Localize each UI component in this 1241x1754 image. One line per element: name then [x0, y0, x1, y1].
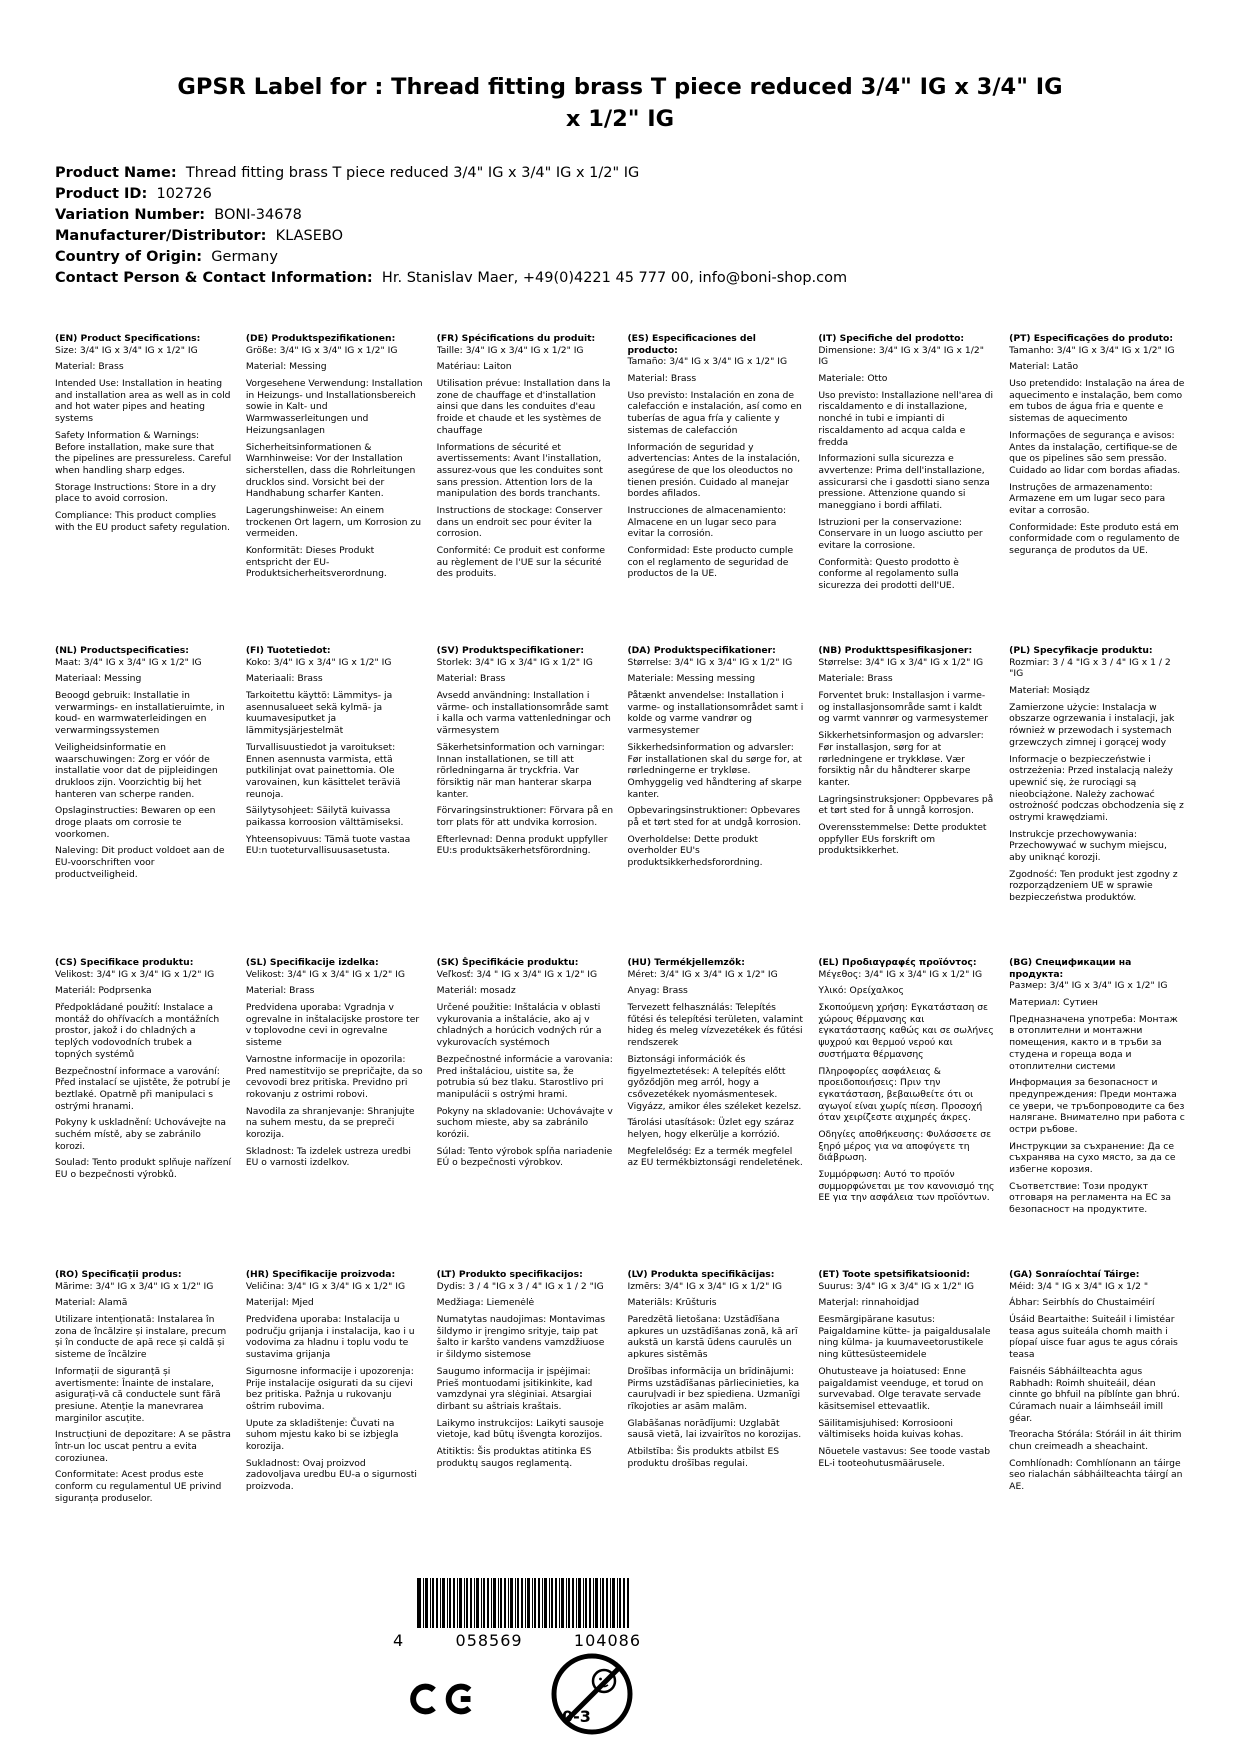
- product-info-value: 102726: [151, 186, 212, 202]
- spec-paragraph: Förvaringsinstruktioner: Förvara på en torr plats för att undvika korrosion.: [436, 805, 614, 828]
- language-block-cs: [55, 957, 232, 1269]
- language-block-heading: (LV) Produkta specifikācijas:: [627, 1269, 775, 1280]
- spec-paragraph: Overholdelse: Dette produkt overholder EU's produktsikkerhedsforordning.: [627, 833, 763, 868]
- spec-paragraph: Pokyny na skladovanie: Uchovávajte v suchom mieste, aby sa zabránilo korózii.: [436, 1105, 613, 1140]
- spec-paragraph: Conformità: Questo prodotto è conforme al regolamento sulla sicurezza dei prodotti dell'UE.: [818, 556, 959, 592]
- spec-paragraph: Sikkerhetsinformasjon og advarsler: Før installasjon, sørg for at rørledningene er trykkløse. Vær forsiktig når du håndterer skarpe kanter.: [818, 730, 984, 788]
- language-block-heading: (CS) Specifikace produktu:: [55, 957, 194, 968]
- language-block-heading: (FI) Tuotetiedot:: [245, 645, 331, 656]
- language-block-heading: (SK) Špecifikácie produktu:: [436, 957, 579, 968]
- spec-paragraph: Инструкции за съхранение: Да се съхранява на сухо място, за да се избегне корозия.: [1009, 1140, 1176, 1175]
- spec-paragraph: Opslaginstructies: Bewaren op een droge plaats om corrosie te voorkomen.: [55, 805, 216, 840]
- spec-paragraph: Instrucciones de almacenamiento: Almacene en un lugar seco para evitar la corrosión.: [627, 504, 787, 540]
- spec-paragraph: Materiał: Mosiądz: [1009, 685, 1090, 697]
- spec-paragraph: Materjal: rinnahoidjad: [818, 1297, 920, 1309]
- spec-paragraph: Bezpečnostní informace a varování: Před instalací se ujistěte, že potrubí je beztlaké. Opatrně při manipulaci s ostrými hranami.: [55, 1065, 231, 1112]
- language-block-heading: (DE) Produktspezifikationen:: [245, 333, 396, 344]
- spec-paragraph: Instruções de armazenamento: Armazene em um lugar seco para evitar a corrosão.: [1009, 481, 1166, 516]
- spec-paragraph: Eesmärgipärane kasutus: Paigaldamine kütte- ja paigaldusalale ning külma- ja kuumaveetorustikele ning küttesüsteemidele: [818, 1314, 991, 1361]
- spec-paragraph: Materiál: mosadz: [436, 985, 516, 997]
- spec-paragraph: Σκοπούμενη χρήση: Εγκατάσταση σε χώρους θέρμανσης και εγκατάστασης καθώς και σε σωλήνες ψυχρού και θερμού νερού και συστήματα θέρμανσης: [818, 1002, 994, 1060]
- language-block-heading: (ES) Especificaciones del producto:: [627, 333, 756, 356]
- spec-paragraph: Μέγεθος: 3/4" IG x 3/4" IG x 1/2" IG: [818, 968, 983, 980]
- spec-paragraph: Medžiaga: Liemenėlė: [436, 1297, 535, 1309]
- language-block-heading: (PL) Specyfikacje produktu:: [1009, 645, 1153, 656]
- spec-paragraph: Material: Messing: [245, 361, 327, 373]
- spec-paragraph: Turvallisuustiedot ja varoitukset: Ennen asennusta varmista, että putkilinjat ovat painettomia. Ole varovainen, kun käsittelet teräviä reunoja.: [245, 741, 401, 800]
- spec-paragraph: Ábhar: Seirbhís do Chustaiméirí: [1009, 1297, 1155, 1309]
- spec-paragraph: Sigurnosne informacije i upozorenja: Prije instalacije osigurati da su cijevi bez pritiska. Pažnja u rukovanju oštrim rubovima.: [245, 1365, 414, 1412]
- spec-paragraph: Nõuetele vastavus: See toode vastab EL-i tooteohutusmäärusele.: [818, 1445, 991, 1469]
- spec-paragraph: Storlek: 3/4" IG x 3/4" IG x 1/2" IG: [436, 656, 593, 668]
- spec-paragraph: Beoogd gebruik: Installatie in verwarmings- en installatieruimte, in koud- en warmwaterleidingen en verwarmingssystemen: [55, 690, 225, 737]
- spec-paragraph: Saugumo informacija ir įspėjimai: Prieš montuodami įsitikinkite, kad vamzdynai yra slėginiai. Atsargiai dirbant su aštriais kraštais.: [436, 1365, 593, 1412]
- language-block-it: [818, 333, 995, 645]
- spec-paragraph: Predvidena uporaba: Vgradnja v ogrevalne in inštalacijske prostore ter v toplovodne cevi in ogrevalne sisteme: [245, 1002, 420, 1049]
- language-block-hr: [246, 1269, 423, 1581]
- spec-paragraph: Storage Instructions: Store in a dry place to avoid corrosion.: [55, 481, 216, 505]
- language-block-heading: (DA) Produktspecifikationer:: [627, 645, 776, 656]
- spec-paragraph: Súlad: Tento výrobok spĺňa nariadenie EÚ o bezpečnosti výrobkov.: [436, 1145, 613, 1169]
- spec-paragraph: Informations de sécurité et avertissements: Avant l'installation, assurez-vous que les conduites sont sans pression. Attention lors de la manipulation des bords tranchants.: [436, 441, 604, 500]
- spec-paragraph: Velikost: 3/4" IG x 3/4" IG x 1/2" IG: [245, 968, 406, 980]
- spec-paragraph: Numatytas naudojimas: Montavimas šildymo ir įrengimo srityje, taip pat šalto ir karšto vandens vamzdžiuose ir šildymo sistemose: [436, 1314, 606, 1361]
- spec-paragraph: Treoracha Stórála: Stóráil in áit thirim chun creimeadh a sheachaint.: [1009, 1429, 1182, 1452]
- language-block-heading: (RO) Specificații produs:: [55, 1269, 182, 1280]
- language-block-lt: [437, 1269, 614, 1581]
- language-block-heading: (NB) Produkttspesifikasjoner:: [818, 645, 973, 656]
- language-block-nb: [818, 645, 995, 957]
- spec-paragraph: Soulad: Tento produkt splňuje nařízení EU o bezpečnosti výrobků.: [55, 1157, 232, 1180]
- spec-paragraph: Mărime: 3/4" IG x 3/4" IG x 1/2" IG: [55, 1280, 214, 1292]
- spec-paragraph: Koko: 3/4" IG x 3/4" IG x 1/2" IG: [245, 656, 392, 668]
- spec-paragraph: Předpokládané použití: Instalace a montáž do ohřívacích a montážních prostor, jakož i do chladných a teplých vodovodních trubek a topných systémů: [55, 1002, 220, 1060]
- spec-paragraph: Säkerhetsinformation och varningar: Innan installationen, se till att rörledningarna är tryckfria. Var försiktig när man hanterar skarpa kanter.: [436, 741, 605, 800]
- language-block-heading: (LT) Produkto specifikacijos:: [436, 1269, 583, 1280]
- language-block-bg: [1009, 957, 1186, 1269]
- spec-paragraph: Intended Use: Installation in heating and installation area as well as in cold and hot water pipes and heating systems: [55, 378, 231, 425]
- product-info-value: Germany: [206, 249, 278, 265]
- spec-paragraph: Sicherheitsinformationen & Warnhinweise: Vor der Installation sicherstellen, dass die Rohrleitungen drucklos sind. Vorsicht bei der Handhabung scharfer Kanten.: [245, 441, 416, 500]
- product-info: [55, 163, 1155, 289]
- language-block-heading: (PT) Especificações do produto:: [1009, 333, 1174, 344]
- barcode-lead-digit: 4: [393, 1631, 405, 1650]
- language-block-heading: (ET) Toote spetsifikatsioonid:: [818, 1269, 970, 1280]
- spec-paragraph: Veľkosť: 3/4 " IG x 3/4" IG x 1/2" IG: [436, 968, 598, 980]
- spec-paragraph: Material: Brass: [627, 373, 697, 385]
- spec-paragraph: Materiaali: Brass: [245, 673, 323, 685]
- language-block-et: [818, 1269, 995, 1581]
- age-warning-0-3-icon: [548, 1650, 636, 1738]
- language-block-sv: [437, 645, 614, 957]
- spec-paragraph: Uso previsto: Instalación en zona de calefacción e instalación, así como en tuberías de agua fría y caliente y sistemas de calefacción: [627, 389, 802, 436]
- page-title: GPSR Label for : Thread fitting brass T piece reduced 3/4" IG x 3/4" IG x 1/2" IG: [177, 74, 1063, 132]
- product-info-value: Hr. Stanislav Maer, +49(0)4221 45 777 00, info@boni-shop.com: [377, 270, 848, 286]
- spec-paragraph: Materiál: Podprsenka: [55, 985, 152, 997]
- spec-paragraph: Méret: 3/4" IG x 3/4" IG x 1/2" IG: [627, 968, 778, 980]
- spec-paragraph: Matériau: Laiton: [436, 361, 512, 373]
- language-block-pl: [1009, 645, 1186, 957]
- spec-paragraph: Efterlevnad: Denna produkt uppfyller EU:s produktsäkerhetsförordning.: [436, 833, 608, 857]
- spec-paragraph: Sikkerhedsinformation og advarsler: Før installationen skal du sørge for, at rørledningerne er trykløse. Omhyggelig ved håndtering af skarpe kanter.: [627, 741, 802, 800]
- spec-paragraph: Anyag: Brass: [627, 985, 688, 997]
- spec-paragraph: Påtænkt anvendelse: Installation i varme- og installationsområdet samt i kolde og varme vandrør og varmesystemer: [627, 690, 804, 737]
- spec-paragraph: Varnostne informacije in opozorila: Pred namestitvijo se prepričajte, da so cevovodi brez pritiska. Previdno pri rokovanju z ostrimi robovi.: [245, 1053, 423, 1100]
- spec-paragraph: Velikost: 3/4" IG x 3/4" IG x 1/2" IG: [55, 968, 215, 980]
- spec-paragraph: Materiale: Otto: [818, 373, 888, 385]
- spec-paragraph: Bezpečnostné informácie a varovania: Pred inštaláciou, uistite sa, že potrubia sú bez tlaku. Starostlivo pri manipulácii s ostrými hrami.: [436, 1053, 613, 1100]
- product-info-value: Thread fitting brass T piece reduced 3/4" IG x 3/4" IG x 1/2" IG: [181, 165, 640, 181]
- spec-paragraph: Säilytysohjeet: Säilytä kuivassa paikassa korroosion välttämiseksi.: [245, 805, 404, 828]
- spec-paragraph: Material: Brass: [245, 985, 315, 997]
- product-info-value: KLASEBO: [271, 228, 343, 244]
- spec-paragraph: Biztonsági információk és figyelmeztetések: A telepítés előtt győződjön meg arról, hogy a csővezetékek nyomásmentesek. Vigyázz, amikor éles széleket kezelsz.: [627, 1053, 802, 1112]
- language-block-sl: [246, 957, 423, 1269]
- spec-paragraph: Upute za skladištenje: Čuvati na suhom mjestu kako bi se izbjegla korozija.: [245, 1417, 399, 1452]
- spec-paragraph: Materiale: Brass: [818, 673, 893, 685]
- spec-paragraph: Lagringsinstruksjoner: Oppbevares på et tørt sted for å unngå korrosjon.: [818, 793, 994, 817]
- spec-paragraph: Tárolási utasítások: Üzlet egy száraz helyen, hogy elkerülje a korrózió.: [627, 1117, 794, 1140]
- spec-paragraph: Conformidad: Este producto cumple con el reglamento de seguridad de productos de la UE.: [627, 545, 794, 580]
- spec-paragraph: Dimensione: 3/4" IG x 3/4" IG x 1/2" IG: [818, 344, 984, 368]
- spec-paragraph: Информация за безопасност и предупреждения: Преди монтажа се увери, че тръбопроводите са без налягане. Внимателно при работа с остри ръбове.: [1009, 1077, 1185, 1135]
- spec-paragraph: Material: Brass: [436, 673, 506, 685]
- spec-paragraph: Materiaal: Messing: [55, 673, 142, 685]
- spec-paragraph: Ohutusteave ja hoiatused: Enne paigaldamist veenduge, et torud on survevabad. Olge teravate servade käsitsemisel ettevaatlik.: [818, 1365, 984, 1412]
- spec-paragraph: Conformidade: Este produto está em conformidade com o regulamento de segurança de produtos da UE.: [1009, 521, 1180, 556]
- spec-paragraph: Avsedd användning: Installation i värme- och installationsområde samt i kalla och varma vattenledningar och värmesystem: [436, 690, 611, 737]
- language-block-heading: (HU) Termékjellemzők:: [627, 957, 745, 968]
- product-info-label: Product Name:: [55, 165, 177, 181]
- spec-paragraph: Informacje o bezpieczeństwie i ostrzeżenia: Przed instalacją należy upewnić się, że rurociągi są nieobciążone. Należy zachować ostrożność podczas obchodzenia się z ostrymi krawędziami.: [1009, 753, 1184, 823]
- language-block-heading: (EL) Προδιαγραφές προϊόντος:: [818, 957, 977, 968]
- language-grid: [55, 333, 1186, 1581]
- spec-paragraph: Opbevaringsinstruktioner: Opbevares på et tørt sted for at undgå korrosion.: [627, 805, 802, 828]
- spec-paragraph: Predviđena uporaba: Instalacija u području grijanja i instalacija, kao i u vodovima za hladnu i toplu vodu te sustavima grijanja: [245, 1314, 415, 1361]
- spec-paragraph: Materiale: Messing messing: [627, 673, 756, 685]
- product-info-value: BONI-34678: [209, 207, 302, 223]
- spec-paragraph: Glabāšanas norādījumi: Uzglabāt sausā vietā, lai izvairītos no korozijas.: [627, 1417, 802, 1441]
- spec-paragraph: Zgodność: Ten produkt jest zgodny z rozporządzeniem UE w sprawie bezpieczeństwa produktów.: [1009, 868, 1178, 904]
- language-block-heading: (SL) Specifikacije izdelka:: [245, 957, 379, 968]
- spec-paragraph: Dydis: 3 / 4 "IG x 3 / 4" IG x 1 / 2 "IG: [436, 1280, 604, 1292]
- spec-paragraph: Určené použitie: Inštalácia v oblasti vykurovania a inštalácie, ako aj v chladných a horúcich vodných rúr a vykurovacích systémoch: [436, 1002, 602, 1049]
- barcode-image: [417, 1578, 629, 1628]
- spec-paragraph: Conformitate: Acest produs este conform cu regulamentul UE privind siguranța produselor.: [55, 1469, 222, 1504]
- language-block-heading: (IT) Specifiche del prodotto:: [818, 333, 965, 344]
- spec-paragraph: Materiāls: Krūšturis: [627, 1297, 717, 1309]
- language-block-fi: [246, 645, 423, 957]
- spec-paragraph: Størrelse: 3/4" IG x 3/4" IG x 1/2" IG: [818, 656, 984, 668]
- product-info-row: [55, 247, 1155, 268]
- spec-paragraph: Atbilstība: Šis produkts atbilst ES produktu drošības regulai.: [627, 1445, 780, 1469]
- product-info-row: [55, 184, 1155, 205]
- spec-paragraph: Pokyny k uskladnění: Uchovávejte na suchém místě, aby se zabránilo korozi.: [55, 1117, 227, 1152]
- spec-paragraph: Materijal: Mjed: [245, 1297, 314, 1309]
- spec-paragraph: Istruzioni per la conservazione: Conservare in un luogo asciutto per evitare la corrosione.: [818, 516, 983, 551]
- spec-paragraph: Größe: 3/4" IG x 3/4" IG x 1/2" IG: [245, 344, 398, 356]
- product-info-row: [55, 205, 1155, 226]
- product-info-label: Variation Number:: [55, 207, 206, 223]
- spec-paragraph: Utilisation prévue: Installation dans la zone de chauffage et d'installation ainsi que dans les conduites d'eau froide et chaude et les systèmes de chauffage: [436, 378, 611, 436]
- spec-paragraph: Материал: Сутиен: [1009, 997, 1098, 1009]
- product-info-label: Country of Origin:: [55, 249, 203, 265]
- spec-paragraph: Overensstemmelse: Dette produktet oppfyller EUs forskrift om produktsikkerhet.: [818, 821, 987, 857]
- spec-paragraph: Izmērs: 3/4" IG x 3/4" IG x 1/2" IG: [627, 1280, 783, 1292]
- spec-paragraph: Yhteensopivuus: Tämä tuote vastaa EU:n tuoteturvallisuusasetusta.: [245, 833, 411, 857]
- spec-paragraph: Tamanho: 3/4" IG x 3/4" IG x 1/2" IG: [1009, 344, 1175, 356]
- product-info-row: [55, 268, 1155, 289]
- spec-paragraph: Veiligheidsinformatie en waarschuwingen: Zorg er vóór de installatie voor dat de pijpleidingen drukloos zijn. Voorzichtig bij het hanteren van scherpe randen.: [55, 741, 218, 800]
- spec-paragraph: Συμμόρφωση: Αυτό το προϊόν συμμορφώνεται με τον κανονισμό της ΕΕ για την ασφάλεια των προϊόντων.: [818, 1169, 995, 1204]
- language-block-ga: [1009, 1269, 1186, 1581]
- spec-paragraph: Tamaño: 3/4" IG x 3/4" IG x 1/2" IG: [627, 356, 788, 368]
- language-block-heading: (SV) Produktspecifikationer:: [436, 645, 584, 656]
- language-block-el: [818, 957, 995, 1269]
- spec-paragraph: Suurus: 3/4" IG x 3/4" IG x 1/2" IG: [818, 1280, 975, 1292]
- spec-paragraph: Instrukcje przechowywania: Przechowywać w suchym miejscu, aby uniknąć korozji.: [1009, 828, 1167, 863]
- language-block-ro: [55, 1269, 232, 1581]
- spec-paragraph: Instructions de stockage: Conserver dans un endroit sec pour éviter la corrosion.: [436, 504, 603, 540]
- spec-paragraph: Laikymo instrukcijos: Laikyti sausoje vietoje, kad būtų išvengta korozijos.: [436, 1417, 604, 1441]
- spec-paragraph: Konformität: Dieses Produkt entspricht der EU-Produktsicherheitsverordnung.: [245, 545, 387, 580]
- language-block-heading: (NL) Productspecificaties:: [55, 645, 189, 656]
- language-block-hu: [627, 957, 804, 1269]
- spec-paragraph: Forventet bruk: Installasjon i varme- og installasjonsområde samt i kaldt og varmt vannrør og varmesystemer: [818, 690, 988, 725]
- spec-paragraph: Съответствие: Този продукт отговаря на регламента на ЕС за безопасност на продуктите.: [1009, 1180, 1171, 1216]
- product-info-label: Manufacturer/Distributor:: [55, 228, 267, 244]
- spec-paragraph: Tarkoitettu käyttö: Lämmitys- ja asennusalueet sekä kylmä- ja kuumavesiputket ja lämmitysjärjestelmät: [245, 690, 393, 737]
- spec-paragraph: Veličina: 3/4" IG x 3/4" IG x 1/2" IG: [245, 1280, 406, 1292]
- spec-paragraph: Faisnéis Sábháilteachta agus Rabhadh: Roimh shuiteáil, déan cinnte go bhfuil na píblínte gan bhrú. Cúramach nuair a láimhseáil imill géar.: [1009, 1365, 1180, 1424]
- spec-paragraph: Размер: 3/4" IG x 3/4" IG x 1/2" IG: [1009, 980, 1168, 992]
- language-block-pt: [1009, 333, 1186, 645]
- spec-paragraph: Zamierzone użycie: Instalacja w obszarze ogrzewania i instalacji, jak również w przewodach i systemach grzewczych zimnej i gorącej wody: [1009, 701, 1175, 748]
- spec-paragraph: Informații de siguranță și avertismente: Înainte de instalare, asigurați-vă că conductele sunt fără presiune. Atenție la manevrarea marginilor ascuțite.: [55, 1365, 221, 1424]
- language-block-lv: [627, 1269, 804, 1581]
- product-info-label: Product ID:: [55, 186, 148, 202]
- spec-paragraph: Skladnost: Ta izdelek ustreza uredbi EU o varnosti izdelkov.: [245, 1145, 411, 1169]
- language-block-heading: (FR) Spécifications du produit:: [436, 333, 596, 344]
- spec-paragraph: Uso pretendido: Instalação na área de aquecimento e instalação, bem como em tubos de água fria e quente e sistemas de aquecimento: [1009, 378, 1185, 425]
- age-range-label: 0-3: [562, 1707, 591, 1726]
- spec-paragraph: Material: Brass: [55, 361, 124, 373]
- language-block-sk: [437, 957, 614, 1269]
- ce-mark-icon: [408, 1674, 478, 1724]
- language-block-de: [246, 333, 423, 645]
- language-block-fr: [437, 333, 614, 645]
- language-block-heading: (EN) Product Specifications:: [55, 333, 201, 344]
- language-block-heading: (GA) Sonraíochtaí Táirge:: [1009, 1269, 1140, 1280]
- spec-paragraph: Úsáid Beartaithe: Suiteáil i limistéar teasa agus suiteála chomh maith i píopaí uisce fuar agus te agus córais teasa: [1009, 1314, 1178, 1361]
- spec-paragraph: Drošības informācija un brīdinājumi: Pirms uzstādīšanas pārliecinieties, ka cauruļvadi ir bez spiediena. Uzmanīgi rīkojoties ar asām malām.: [627, 1365, 801, 1412]
- spec-paragraph: Megfelelőség: Ez a termék megfelel az EU termékbiztonsági rendeletének.: [627, 1145, 803, 1169]
- spec-paragraph: Atitiktis: Šis produktas atitinka ES produktų saugos reglamentą.: [436, 1445, 592, 1469]
- spec-paragraph: Naleving: Dit product voldoet aan de EU-voorschriften voor productveiligheid.: [55, 845, 225, 880]
- language-block-heading: (HR) Specifikacije proizvoda:: [245, 1269, 396, 1280]
- spec-paragraph: Tervezett felhasználás: Telepítés fűtési és telepítési területen, valamint hideg és meleg vízvezetékek és fűtési rendszerek: [627, 1002, 803, 1049]
- spec-paragraph: Informações de segurança e avisos: Antes da instalação, certifique-se de que os pipelines são sem pressão. Cuidado ao lidar com bordas afiadas.: [1009, 429, 1181, 476]
- spec-paragraph: Conformité: Ce produit est conforme au règlement de l'UE sur la sécurité des produits.: [436, 545, 606, 580]
- spec-paragraph: Utilizare intenționată: Instalarea în zona de încălzire și instalare, precum și în conducte de apă rece și caldă și sisteme de încălzire: [55, 1314, 227, 1361]
- spec-paragraph: Material: Alamă: [55, 1297, 128, 1309]
- barcode-digits: [393, 1631, 641, 1650]
- spec-paragraph: Maat: 3/4" IG x 3/4" IG x 1/2" IG: [55, 656, 202, 668]
- spec-paragraph: Οδηγίες αποθήκευσης: Φυλάσσετε σε ξηρό μέρος για να αποφύγετε τη διάβρωση.: [818, 1128, 992, 1164]
- spec-paragraph: Safety Information & Warnings: Before installation, make sure that the pipelines are pressureless. Careful when handling sharp edges.: [55, 429, 232, 476]
- spec-paragraph: Información de seguridad y advertencias: Antes de la instalación, asegúrese de que los oleoductos no tienen presión. Cuidado al manejar bordes afilados.: [627, 441, 801, 500]
- spec-paragraph: Comhlíonadh: Comhlíonann an táirge seo rialachán sábháilteachta táirgí an AE.: [1009, 1457, 1183, 1492]
- product-info-label: Contact Person & Contact Information:: [55, 270, 373, 286]
- spec-paragraph: Taille: 3/4" IG x 3/4" IG x 1/2" IG: [436, 344, 584, 356]
- product-info-row: [55, 226, 1155, 247]
- spec-paragraph: Størrelse: 3/4" IG x 3/4" IG x 1/2" IG: [627, 656, 793, 668]
- language-block-es: [627, 333, 804, 645]
- barcode-left-group: 058569: [455, 1631, 523, 1650]
- spec-paragraph: Compliance: This product complies with the EU product safety regulation.: [55, 509, 230, 533]
- spec-paragraph: Lagerungshinweise: An einem trockenen Ort lagern, um Korrosion zu vermeiden.: [245, 504, 422, 540]
- spec-paragraph: Sukladnost: Ovaj proizvod zadovoljava uredbu EU-a o sigurnosti proizvoda.: [245, 1457, 417, 1492]
- language-block-heading: (BG) Спецификации на продукта:: [1009, 957, 1132, 980]
- spec-paragraph: Rozmiar: 3 / 4 "IG x 3 / 4" IG x 1 / 2 "IG: [1009, 656, 1171, 680]
- spec-paragraph: Paredzētā lietošana: Uzstādīšana apkures un uzstādīšanas zonā, kā arī aukstā un karstā ūdens caurulēs un apkures sistēmās: [627, 1314, 798, 1361]
- spec-paragraph: Material: Latão: [1009, 361, 1079, 373]
- language-block-nl: [55, 645, 232, 957]
- spec-paragraph: Vorgesehene Verwendung: Installation in Heizungs- und Installationsbereich sowie in Kalt- und Warmwasserleitungen und Heizungsanlagen: [245, 378, 423, 436]
- product-info-row: [55, 163, 1155, 184]
- spec-paragraph: Navodila za shranjevanje: Shranjujte na suhem mestu, da se prepreči korozija.: [245, 1105, 415, 1140]
- spec-paragraph: Πληροφορίες ασφάλειας & προειδοποιήσεις: Πριν την εγκατάσταση, βεβαιωθείτε ότι οι αγωγοί είναι χωρίς πίεση. Προσοχή όταν χειρίζεστε αιχμηρές άκρες.: [818, 1065, 983, 1124]
- spec-paragraph: Méid: 3/4 " IG x 3/4" IG x 1/2 ": [1009, 1280, 1149, 1292]
- spec-paragraph: Υλικό: Ορείχαλκος: [818, 985, 904, 997]
- spec-paragraph: Uso previsto: Installazione nell'area di riscaldamento e di installazione, nonché in tubi e impianti di riscaldamento ad acqua calda e fredda: [818, 389, 994, 448]
- spec-paragraph: Säilitamisjuhised: Korrosiooni vältimiseks hoida kuivas kohas.: [818, 1417, 964, 1441]
- language-block-en: [55, 333, 232, 645]
- spec-paragraph: Size: 3/4" IG x 3/4" IG x 1/2" IG: [55, 344, 198, 356]
- language-block-da: [627, 645, 804, 957]
- barcode-right-group: 104086: [573, 1631, 641, 1650]
- spec-paragraph: Предназначена употреба: Монтаж в отоплителни и монтажни помещения, както и в тръби за студена и гореща вода и отоплителни системи: [1009, 1013, 1178, 1072]
- spec-paragraph: Informazioni sulla sicurezza e avvertenze: Prima dell'installazione, assicurarsi che i gasdotti siano senza pressione. Attenzione quando si maneggiano i bordi affilati.: [818, 453, 990, 511]
- barcode: [393, 1578, 653, 1650]
- spec-paragraph: Instrucțiuni de depozitare: A se păstra într-un loc uscat pentru a evita coroziunea.: [55, 1429, 231, 1464]
